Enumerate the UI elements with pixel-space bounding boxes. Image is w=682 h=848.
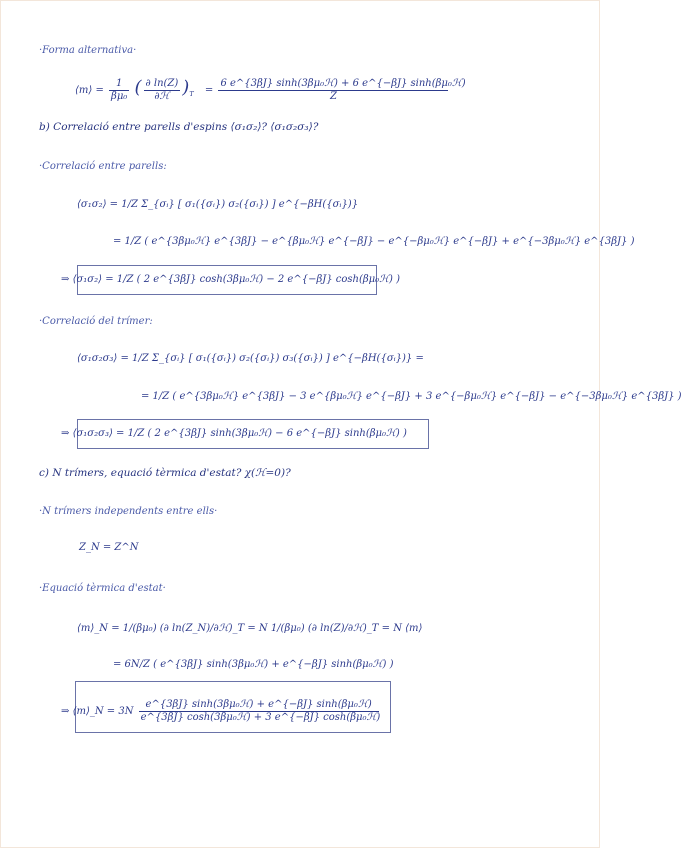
implies-arrow: ⇒ xyxy=(61,428,73,439)
equation-pair-result xyxy=(61,274,400,285)
equation-state-result xyxy=(61,699,381,724)
heading-forma-alternativa: ·Forma alternativa· xyxy=(39,45,137,56)
frac-num: 1 xyxy=(109,78,129,91)
equation-trimer-result xyxy=(61,428,407,439)
fraction-1-over-beta-mu xyxy=(109,78,129,103)
question-b: b) Correlació entre parells d'espins ⟨σ₁σ₂⟩? ⟨σ₁σ₂σ₃⟩? xyxy=(39,121,319,133)
fraction-partial-derivative xyxy=(144,78,181,103)
frac-num: e^{3βJ} sinh(3βμ₀ℋ) + e^{−βJ} sinh(βμ₀ℋ) xyxy=(139,699,379,712)
equation-magnetization-N-expanded: = 6N/Z ( e^{3βJ} sinh(3βμ₀ℋ) + e^{−βJ} sinh(βμ₀ℋ) ) xyxy=(113,659,394,670)
pair-result-text: ⟨σ₁σ₂⟩ = 1/Z ( 2 e^{3βJ} cosh(3βμ₀ℋ) − 2 e^{−βJ} cosh(βμ₀ℋ) ) xyxy=(72,274,401,285)
fraction-magnetization xyxy=(218,78,466,103)
equation-trimer-expansion: = 1/Z ( e^{3βμ₀ℋ} e^{3βJ} − 3 e^{βμ₀ℋ} e^{−βJ} + 3 e^{−βμ₀ℋ} e^{−βJ} − e^{−3βμ₀ℋ} e^{3βJ} ) xyxy=(141,391,682,402)
equation-mean-magnetization: ⟨m⟩ = $\frac{1}{\text{βμ₀}}$ ( $\frac{\partial \ln(Z)}{\text{∂ℋ}}$ )$_T$ = $\frac{\text{6 e\textasciicircum{}\{3βJ\} sinh(3βμ₀ℋ) + 6 e\textasciicircum{}\{−βJ\} sinh(βμ₀ℋ)}}{Z}$ xyxy=(75,77,466,102)
frac-den: e^{3βJ} cosh(3βμ₀ℋ) + 3 e^{−βJ} cosh(βμ₀ℋ) xyxy=(140,712,381,723)
eq-sign: = xyxy=(204,85,214,96)
state-result-lhs: ⟨m⟩_N = 3N xyxy=(72,706,134,717)
frac-num: ∂ ln(Z) xyxy=(145,78,179,89)
frac-den: Z xyxy=(329,91,337,102)
equation-partition-function-N: Z_N = Z^N xyxy=(79,542,139,553)
equation-pair-definition: ⟨σ₁σ₂⟩ = 1/Z Σ_{σᵢ} [ σ₁({σᵢ}) σ₂({σᵢ}) ] e^{−βH({σᵢ})} xyxy=(77,199,359,210)
trimer-result-text: ⟨σ₁σ₂σ₃⟩ = 1/Z ( 2 e^{3βJ} sinh(3βμ₀ℋ) − 6 e^{−βJ} sinh(βμ₀ℋ) ) xyxy=(72,428,407,439)
equation-trimer-definition: ⟨σ₁σ₂σ₃⟩ = 1/Z Σ_{σᵢ} [ σ₁({σᵢ}) σ₂({σᵢ}) σ₃({σᵢ}) ] e^{−βH({σᵢ})} = xyxy=(77,353,424,364)
frac-den: ∂ℋ xyxy=(154,91,170,102)
heading-equacio-termica: ·Equació tèrmica d'estat· xyxy=(39,583,166,594)
subscript-T: T xyxy=(189,90,194,98)
frac-den: βμ₀ xyxy=(111,91,128,102)
question-c: c) N trímers, equació tèrmica d'estat? χ(ℋ=0)? xyxy=(39,467,291,479)
heading-correlacio-parells: ·Correlació entre parells: xyxy=(39,161,167,172)
heading-trimers-independents: ·N trímers independents entre ells· xyxy=(39,506,218,517)
frac-num: 6 e^{3βJ} sinh(3βμ₀ℋ) + 6 e^{−βJ} sinh(βμ₀ℋ) xyxy=(220,78,466,89)
implies-arrow: ⇒ xyxy=(61,274,73,285)
eq-forma-lhs: ⟨m⟩ = xyxy=(75,85,104,96)
heading-correlacio-trimer: ·Correlació del trímer: xyxy=(39,316,153,327)
implies-arrow: ⇒ xyxy=(61,706,73,717)
equation-pair-expansion: = 1/Z ( e^{3βμ₀ℋ} e^{3βJ} − e^{βμ₀ℋ} e^{−βJ} − e^{−βμ₀ℋ} e^{−βJ} + e^{−3βμ₀ℋ} e^{3βJ} ) xyxy=(113,236,635,247)
equation-magnetization-N: ⟨m⟩_N = 1/(βμ₀) (∂ ln(Z_N)/∂ℋ)_T = N 1/(βμ₀) (∂ ln(Z)/∂ℋ)_T = N ⟨m⟩ xyxy=(77,623,423,634)
fraction-state-result xyxy=(139,699,379,724)
